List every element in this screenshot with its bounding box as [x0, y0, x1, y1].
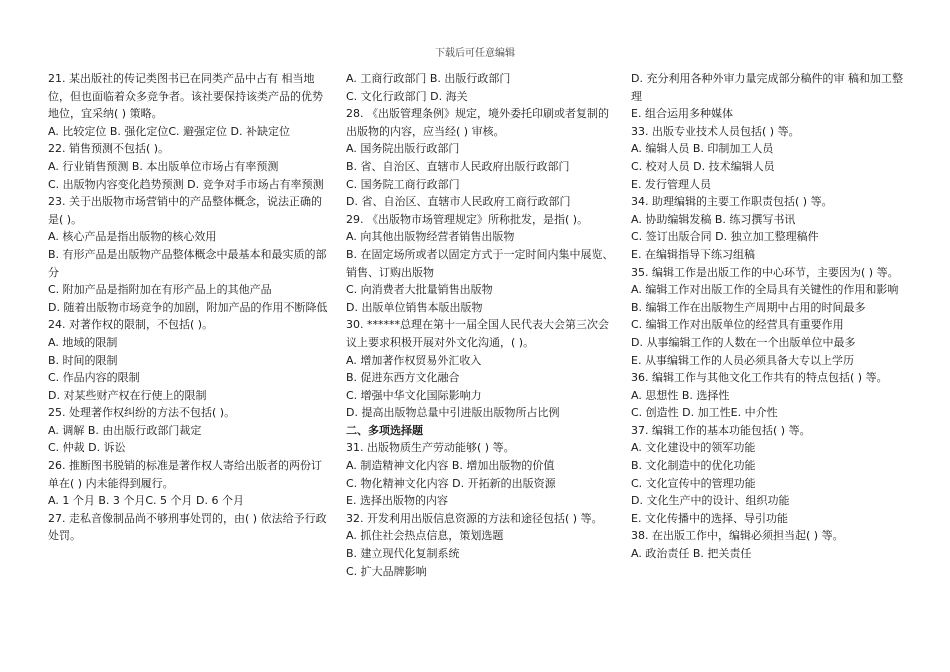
text-line: C. 编辑工作对出版单位的经营具有重要作用: [631, 318, 844, 332]
text-line: A. 1 个月 B. 3 个月C. 5 个月 D. 6 个月: [48, 494, 244, 508]
text-line: C. 物化精神文化内容 D. 开拓新的出版资源: [346, 476, 556, 490]
text-line: 25. 处理著作权纠纷的方法不包括( )。: [48, 406, 236, 420]
text-line: E. 发行管理人员: [631, 177, 711, 191]
text-line: C. 签订出版合同 D. 独立加工整理稿件: [631, 230, 819, 244]
text-line: B. 在固定场所或者以固定方式于一定时间内集中展览、销售、订购出版物: [346, 247, 614, 279]
text-line: 21. 某出版社的传记类图书已在同类产品中占有 相当地位，但也面临着众多竞争者。该社要保持该类产品的优势地位，宜采纳( ) 策略。: [48, 72, 323, 121]
text-line: A. 调解 B. 由出版行政部门裁定: [48, 423, 202, 437]
text-line: C. 向消费者大批量销售出版物: [346, 283, 493, 297]
text-line: A. 政治责任 B. 把关责任: [631, 547, 752, 561]
text-line: C. 创造性 D. 加工性E. 中介性: [631, 406, 778, 420]
text-line: D. 对某些财产权在行使上的限制: [48, 388, 207, 402]
text-line: C. 出版物内容变化趋势预测 D. 竞争对手市场占有率预测: [48, 177, 324, 191]
text-line: 35. 编辑工作是出版工作的中心环节，主要因为( ) 等。: [631, 265, 899, 279]
text-line: E. 在编辑指导下练习组稿: [631, 247, 755, 261]
text-line: C. 校对人员 D. 技术编辑人员: [631, 159, 775, 173]
text-line: A. 编辑工作对出版工作的全局具有关键性的作用和影响: [631, 283, 899, 297]
text-line: B. 编辑工作在出版物生产周期中占用的时间最多: [631, 300, 866, 314]
text-line: A. 地域的限制: [48, 335, 118, 349]
text-line: D. 文化生产中的设计、组织功能: [631, 494, 790, 508]
text-line: A. 国务院出版行政部门: [346, 142, 460, 156]
text-line: 33. 出版专业技术人员包括( ) 等。: [631, 124, 800, 138]
text-line: C. 作品内容的限制: [48, 371, 140, 385]
text-line: A. 向其他出版物经营者销售出版物: [346, 230, 515, 244]
text-line: A. 协助编辑发稿 B. 练习撰写书讯: [631, 212, 796, 226]
text-line: C. 附加产品是指附加在有形产品上的其他产品: [48, 283, 272, 297]
text-line: D. 省、自治区、直辖市人民政府工商行政部门: [346, 195, 571, 209]
text-line: 31. 出版物质生产劳动能够( ) 等。: [346, 441, 515, 455]
text-line: E. 文化传播中的选择、导引功能: [631, 511, 788, 525]
text-line: 28. 《出版管理条例》规定，境外委托印刷或者复制的出版物的内容，应当经( ) 审核。: [346, 107, 609, 138]
text-line: A. 增加著作权贸易外汇收入: [346, 353, 482, 367]
text-line: B. 促进东西方文化融合: [346, 371, 460, 385]
section-title: 二、多项选择题: [346, 423, 423, 437]
text-line: A. 工商行政部门 B. 出版行政部门: [346, 72, 511, 85]
text-line: 26. 推断图书脱销的标准是著作权人寄给出版者的两份订单在( ) 内未能得到履行。: [48, 459, 322, 490]
column-right: [631, 70, 911, 563]
text-line: 24. 对著作权的限制，不包括( )。: [48, 318, 214, 332]
text-line: C. 增强中华文化国际影响力: [346, 388, 482, 402]
text-line: 38. 在出版工作中，编辑必须担当起( ) 等。: [631, 529, 844, 543]
text-line: A. 编辑人员 B. 印制加工人员: [631, 142, 774, 156]
text-line: D. 随着出版物市场竞争的加剧，附加产品的作用不断降低: [48, 300, 328, 314]
text-line: D. 出版单位销售本版出版物: [346, 300, 483, 314]
text-line: B. 有形产品是出版物产品整体概念中最基本和最实质的部分: [48, 247, 327, 279]
text-line: A. 比较定位 B. 强化定位C. 避强定位 D. 补缺定位: [48, 124, 290, 138]
text-line: A. 文化建设中的领军功能: [631, 441, 756, 455]
text-line: 32. 开发利用出版信息资源的方法和途径包括( ) 等。: [346, 511, 603, 525]
text-line: 37. 编辑工作的基本功能包括( ) 等。: [631, 423, 811, 437]
text-line: 34. 助理编辑的主要工作职责包括( ) 等。: [631, 195, 833, 209]
text-line: 29. 《出版物市场管理规定》所称批发，是指( )。: [346, 212, 589, 226]
text-line: E. 从事编辑工作的人员必须具备大专以上学历: [631, 353, 854, 367]
text-line: A. 行业销售预测 B. 本出版单位市场占有率预测: [48, 159, 279, 173]
text-line: D. 提高出版物总量中引进版出版物所占比例: [346, 406, 560, 420]
text-line: 22. 销售预测不包括( )。: [48, 142, 170, 156]
column-left: [48, 70, 328, 545]
text-line: D. 充分利用各种外审力量完成部分稿件的审 稿和加工整理: [631, 72, 903, 103]
text-line: C. 扩大品牌影响: [346, 564, 427, 578]
text-line: C. 仲裁 D. 诉讼: [48, 441, 126, 455]
text-line: C. 文化宣传中的管理功能: [631, 476, 756, 490]
column-middle: [346, 70, 618, 580]
text-line: D. 从事编辑工作的人数在一个出版单位中最多: [631, 335, 856, 349]
text-line: A. 制造精神文化内容 B. 增加出版物的价值: [346, 459, 555, 473]
text-line: B. 省、自治区、直辖市人民政府出版行政部门: [346, 159, 570, 173]
text-line: 23. 关于出版物市场营销中的产品整体概念，说法正确的是( )。: [48, 195, 322, 226]
text-line: A. 核心产品是指出版物的核心效用: [48, 230, 217, 244]
text-line: A. 思想性 B. 选择性: [631, 388, 730, 402]
text-line: C. 国务院工商行政部门: [346, 177, 460, 191]
text-line: 27. 走私音像制品尚不够刑事处罚的，由( ) 依法给予行政处罚。: [48, 511, 327, 543]
text-line: E. 组合运用多种媒体: [631, 107, 733, 121]
text-line: A. 抓住社会热点信息，策划选题: [346, 529, 504, 543]
text-line: E. 选择出版物的内容: [346, 494, 448, 508]
page-header: 下载后可任意编辑: [435, 48, 515, 59]
text-line: B. 文化制造中的优化功能: [631, 459, 756, 473]
text-line: B. 建立现代化复制系统: [346, 547, 460, 561]
text-line: 30. ******总理在第十一届全国人民代表大会第三次会议上要求积极开展对外文化沟通，( )。: [346, 318, 609, 349]
text-line: 36. 编辑工作与其他文化工作共有的特点包括( ) 等。: [631, 371, 888, 385]
text-line: B. 时间的限制: [48, 353, 118, 367]
text-line: C. 文化行政部门 D. 海关: [346, 89, 468, 103]
